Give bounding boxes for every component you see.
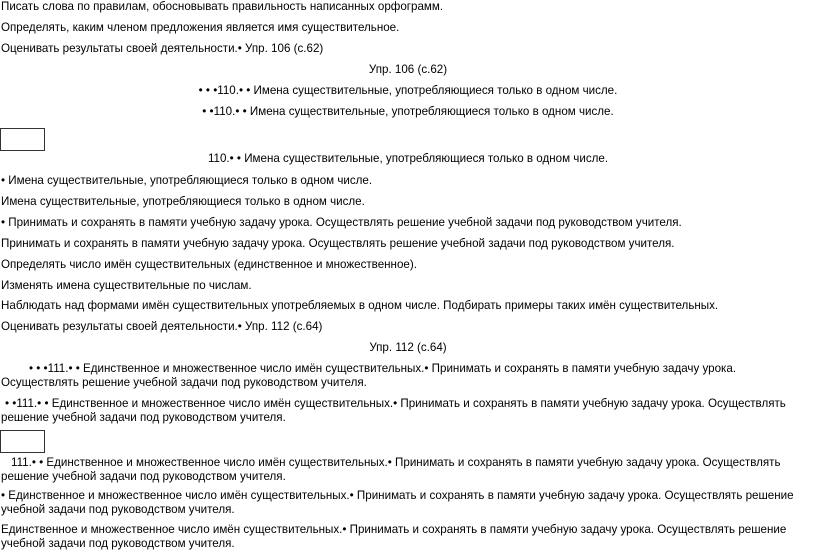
text-line: Писать слова по правилам, обосновывать правильность написанных орфограмм.	[1, 0, 444, 13]
text-line: 110.• • Имена существительные, употребляющиеся только в одном числе.	[207, 152, 609, 165]
text-line: Оценивать результаты своей деятельности.• Упр. 112 (с.64)	[1, 320, 323, 333]
text-paragraph: 111.• • Единственное и множественное число имён существительных.• Принимать и сохранять в памяти учебную задачу урока. Осуществлять решение учебной задачи под руководством учителя.	[1, 456, 781, 483]
text-paragraph: • Единственное и множественное число имён существительных.• Принимать и сохранять в памяти учебную задачу урока. Осуществлять решение учебной задачи под руководством учителя.	[1, 489, 794, 516]
text-line: • • •110.• • Имена существительные, употребляющиеся только в одном числе.	[198, 84, 618, 97]
text-paragraph: • •111.• • Единственное и множественное число имён существительных.• Принимать и сохранять в памяти учебную задачу урока. Осуществлять решение учебной задачи под руководством учителя.	[1, 397, 786, 424]
text-line: Оценивать результаты своей деятельности.• Упр. 106 (с.62)	[1, 42, 324, 55]
exercise-heading: Упр. 112 (с.64)	[369, 341, 447, 354]
text-line: Определять число имён существительных (единственное и множественное).	[1, 258, 417, 271]
empty-box	[0, 128, 45, 151]
text-line: • Имена существительные, употребляющиеся только в одном числе.	[1, 174, 373, 187]
text-line: Изменять имена существительные по числам.	[1, 279, 252, 292]
text-line: • •110.• • Имена существительные, употребляющиеся только в одном числе.	[202, 105, 614, 118]
text-line: Имена существительные, употребляющиеся только в одном числе.	[1, 195, 365, 208]
text-line: • Принимать и сохранять в памяти учебную задачу урока. Осуществлять решение учебной задачи под руководством учителя.	[1, 216, 682, 229]
text-line: Определять, каким членом предложения является имя существительное.	[1, 21, 400, 34]
empty-box	[0, 430, 45, 453]
text-paragraph: • • •111.• • Единственное и множественное число имён существительных.• Принимать и сохранять в памяти учебную задачу урока. Осуществлять решение учебной задачи под руководством учителя.	[1, 362, 737, 389]
exercise-heading: Упр. 106 (с.62)	[368, 63, 448, 76]
text-line: Наблюдать над формами имён существительных употребляемых в одном числе. Подбирать примеры таких имён существительных.	[1, 299, 719, 312]
text-line: Принимать и сохранять в памяти учебную задачу урока. Осуществлять решение учебной задачи под руководством учителя.	[1, 237, 675, 250]
text-paragraph: Единственное и множественное число имён существительных.• Принимать и сохранять в памяти учебную задачу урока. Осуществлять решение учебной задачи под руководством учителя.	[1, 523, 787, 550]
